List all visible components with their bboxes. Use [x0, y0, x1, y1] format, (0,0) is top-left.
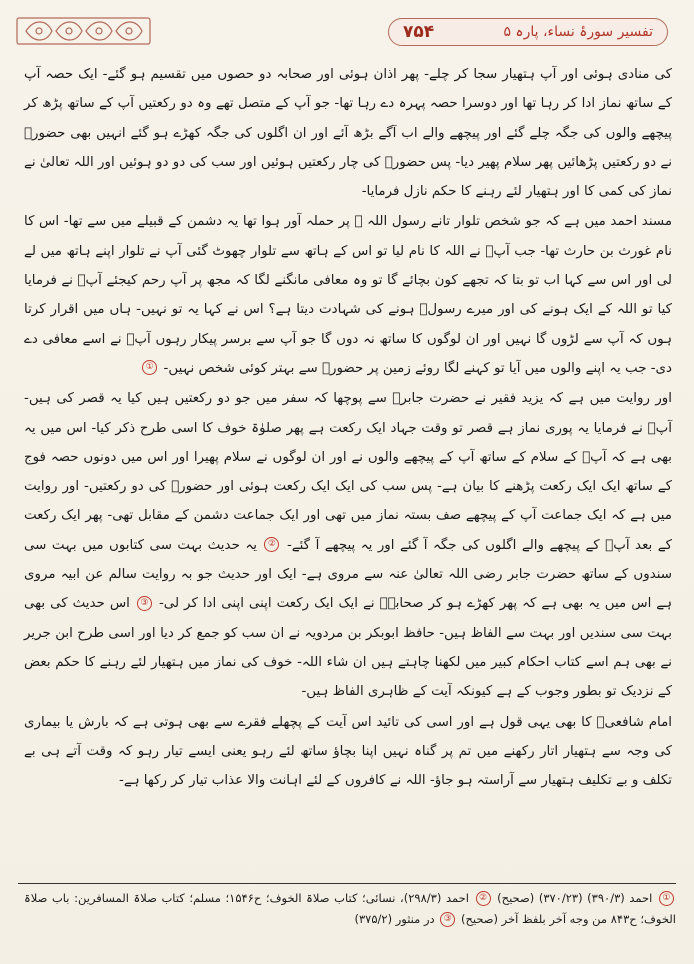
- running-header-frame: [388, 18, 668, 46]
- page-number: ۷۵۴: [403, 22, 435, 42]
- footnote-marker: ③: [440, 912, 455, 927]
- main-body-text: [24, 60, 672, 795]
- body-paragraph: [24, 60, 672, 206]
- text-run: امام شافعیؒ کا بھی یہی قول ہے اور اسی کی تائید اس آیت کے پچھلے فقرے سے بھی ہوتی ہے کہ بارش یا بیماری کی وجہ سے ہتھیار اتار رکھنے میں تم پر گناہ نہیں اپنا بچاؤ ساتھ لئے رہو یعنی ایسے تیار رہو کہ وقت آتے ہی بے تکلف و بے تکلیف ہتھیار سے آراستہ ہو جاؤ- اللہ نے کافروں کے لئے اہانت والا عذاب تیار کر رکھا ہے-: [24, 714, 672, 789]
- footnote-marker: ①: [142, 360, 157, 375]
- body-paragraph: [24, 207, 672, 383]
- text-run: مسند احمد میں ہے کہ جو شخص تلوار تانے رسول اللہ ﷺ پر حملہ آور ہوا تھا یہ دشمن کے قبیلے میں سے تھا- اس کا نام غورث بن حارث تھا- جب آپؐ نے اللہ کا نام لیا تو اس کے ہاتھ سے تلوار چھوٹ گئی آپ نے تلوار اپنے ہاتھ میں لے لی اور اس سے کہا اب تو بتا کہ تجھے کون بچائے گا تو وہ معافی مانگنے لگا کہ مجھ پر آپ رحم کیجئے آپؐ نے فرمایا کیا تو اللہ کے ایک ہونے کی اور میرے رسولؐ ہونے کی شہادت دیتا ہے؟ اس نے کہا یہ تو نہیں- ہاں میں اقرار کرتا ہوں کہ آپ سے لڑوں گا نہیں اور ان لوگوں کا ساتھ نہ دوں گا جو آپ سے برسر پیکار رہوں آپؐ نے اسے معافی دے دی- جب یہ اپنے والوں میں آیا تو کہنے لگا روئے زمین پر حضورؐ سے بہتر کوئی شخص نہیں-: [24, 214, 672, 376]
- text-run: یہ حدیث بہت سی کتابوں میں بہت سی سندوں کے ساتھ حضرت جابر رضی اللہ تعالیٰ عنہ سے مروی ہے- ایک اور حدیث جو بہ روایت سالم عن ابیہ مروی ہے اس میں یہ بھی ہے کہ پھر کھڑے ہو کر صحابہؓ نے ایک ایک رکعت اپنی اپنی ادا کر لی-: [24, 537, 673, 612]
- footnote-divider: [18, 883, 676, 884]
- footnote-marker: ②: [264, 537, 279, 552]
- text-run: اور روایت میں ہے کہ یزید فقیر نے حضرت جابرؓ سے پوچھا کہ سفر میں جو دو رکعتیں ہیں کیا یہ قصر کی ہیں- آپؓ نے فرمایا یہ پوری نماز ہے قصر تو وقت جہاد ایک رکعت ہے پھر صلوٰۃ خوف کا اسی طرح ذکر کیا- اس میں یہ بھی ہے کہ آپؐ کے سلام کے ساتھ آپ کے پیچھے والوں نے اور ان لوگوں نے سلام پھیرا اور اس میں دونوں حصہ فوج کے ساتھ ایک ایک رکعت پڑھنے کا بیان ہے- پس سب کی ایک ایک رکعت ہوئی اور حضورؐ کی دو رکعتیں- اور روایت میں ہے کہ ایک جماعت آپ کے پیچھے صف بستہ نماز میں تھی اور ایک جماعت دشمن کے مقابل تھی- پھر ایک رکعت کے بعد آپؐ کے پیچھے والے اگلوں کی جگہ آ گئے اور یہ پیچھے آ گئے-: [24, 391, 672, 553]
- page-header: [8, 12, 686, 52]
- footnote-entry: [24, 888, 676, 930]
- footnote-marker: ②: [476, 891, 491, 906]
- text-run: احمد (۳۹۰/۳) (۳۷۰/۲۳) (صحیح): [492, 891, 657, 905]
- text-run: احمد (۲۹۸/۳)، نسائی؛ کتاب صلاۃ الخوف؛ ح۱۵۴۶؛ مسلم؛ کتاب صلاۃ المسافرین: باب صلاۃ الخوف؛ ح۸۴۳ من وجه آخر بلفظ آخر (صحیح): [24, 891, 676, 926]
- text-run: اس حدیث کی بھی بہت سی سندیں اور بہت سے الفاظ ہیں- حافظ ابوبکر بن مردویہ نے ان سب کو جمع کر دیا اور اسی طرح ابن جریر نے بھی ہم اسے کتاب احکام کبیر میں لکھنا چاہتے ہیں ان شاء اللہ- خوف کی نماز میں ہتھیار لئے رہنے کا حکم بعض کے نزدیک تو بطور وجوب کے ہے کیونکہ آیت کے ظاہری الفاظ ہیں-: [24, 596, 672, 700]
- decorative-border-ornament: [16, 16, 151, 46]
- footnote-marker: ③: [137, 596, 152, 611]
- body-paragraph: [24, 708, 672, 796]
- footnotes-section: [24, 888, 676, 930]
- text-run: در منثور (۳۷۵/۲): [354, 912, 439, 926]
- text-run: کی منادی ہوئی اور آپ ہتھیار سجا کر چلے- پھر اذان ہوئی اور صحابہ دو حصوں میں تقسیم ہو گئے- ایک حصہ آپ کے ساتھ نماز ادا کر رہا تھا اور دوسرا حصہ پہرہ دے رہا تھا- جو آپ کے متصل تھے وہ دو رکعتیں آپ کے ساتھ پڑھ کر پیچھے والوں کی جگہ چلے گئے اور پیچھے والے اب آگے بڑھ آئے اور ان اگلوں کی جگہ کھڑے ہو گئے انہیں بھی حضورؐ نے دو رکعتیں پڑھائیں پھر سلام پھیر دیا- پس حضورؐ کی چار رکعتیں ہوئیں اور سب کی دو دو ہوئیں اور اللہ تعالیٰ نے نماز کی کمی کا اور ہتھیار لئے رہنے کا حکم نازل فرمایا-: [24, 67, 672, 200]
- running-title: تفسیر سورۂ نساء، پارہ ۵: [503, 24, 653, 40]
- body-paragraph: [24, 384, 672, 706]
- footnote-marker: ①: [659, 891, 674, 906]
